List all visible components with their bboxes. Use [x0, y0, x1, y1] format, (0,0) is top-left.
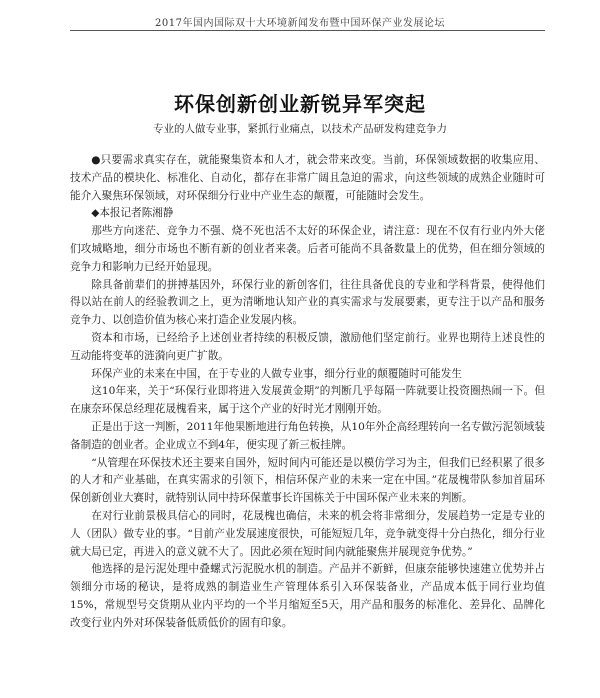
body-paragraph: 他选择的是污泥处理中叠螺式污泥脱水机的制造。产品并不新鲜，但康奈能够快速建立优势并占领细分市场的秘诀，是将成熟的制造业生产管理体系引入环保装备业，产品成本低于同行业均值15%，常规型号交货期从业内平均的一个半月缩短至5天，用产品和服务的标准化、差异化、品牌化改变行业内外对环保装备低质低价的固有印象。: [70, 563, 545, 629]
body-paragraph: 除具备前辈们的拼搏基因外，环保行业的新创客们，往往具备优良的专业和学科背景，使得他们得以站在前人的经验教训之上，更为清晰地认知产业的真实需求与发展要素，更专注于以产品和服务竞争力、以创造价值为核心来打造企业发展内核。: [70, 278, 545, 327]
header-divider: [70, 30, 545, 31]
body-paragraph: 那些方向迷茫、竞争力不强、烧不死也活不太好的环保企业，请注意：现在不仅有行业内外大佬们攻城略地，细分市场也不断有新的创业者来袭。后者可能尚不具备数量上的优势，但在细分领域的竞争力和影响力已经开始显现。: [70, 225, 545, 273]
running-header: 2017年国内国际双十大环境新闻发布暨中国环保产业发展论坛: [155, 18, 445, 29]
lead-paragraph: ●只要需求真实存在，就能聚集资本和人才，就会带来改变。当前，环保领域数据的收集应用、技术产品的模块化、标准化、自动化，都存在非常广阔且急迫的需求，向这些领域的成熟企业随时可能介入聚焦环保领域，对环保细分行业中产业生态的颠覆，可能随时会发生。: [70, 154, 545, 202]
body-paragraph: 资本和市场，已经给予上述创业者持续的积极反馈，激励他们坚定前行。业界也期待上述良性的互动能将变革的涟漪向更广扩散。: [70, 331, 545, 362]
article-title: 环保创新创业新锐异军突起: [174, 92, 426, 116]
body-paragraph: 正是出于这一判断，2011年他果断地进行角色转换，从10年外企高经理转向一名专做污泥领域装备制造的创业者。企业成立不到4年，便实现了新三板挂牌。: [70, 420, 545, 451]
body-paragraph: 这10年来，关于“环保行业即将进入发展黄金期”的判断几乎每隔一阵就要让投资圈热闹一下。但在康奈环保总经理花晟槐看来，属于这个产业的好时光才刚刚开始。: [70, 385, 545, 416]
article-body: [70, 150, 545, 633]
article-subtitle: 专业的人做专业事，紧抓行业痛点，以技术产品研发构建竞争力: [153, 123, 447, 135]
body-paragraph: 在对行业前景极具信心的同时，花晟槐也确信，未来的机会将非常细分，发展趋势一定是专业的人（团队）做专业的事。“目前产业发展速度很快，可能短短几年，竞争就变得十分白热化，细分行业就大局已定，再进入的意义就不大了。因此必须在短时间内就能聚焦并展现竞争优势。”: [70, 509, 545, 558]
body-paragraph: “从管理在环保技术还主要来自国外，短时间内可能还是以模仿学习为主，但我们已经积累了很多的人才和产业基础，在真实需求的引领下，相信环保产业的未来一定在中国。”花晟槐带队参加首届环保创新创业大赛时，就特别认同中持环保董事长许国栋关于中国环保产业未来的判断。: [70, 456, 545, 505]
byline: ◆本报记者陈湘静: [91, 207, 174, 220]
section-heading: 环保产业的未来在中国，在于专业的人做专业事，细分行业的颠覆随时可能发生: [91, 367, 462, 380]
